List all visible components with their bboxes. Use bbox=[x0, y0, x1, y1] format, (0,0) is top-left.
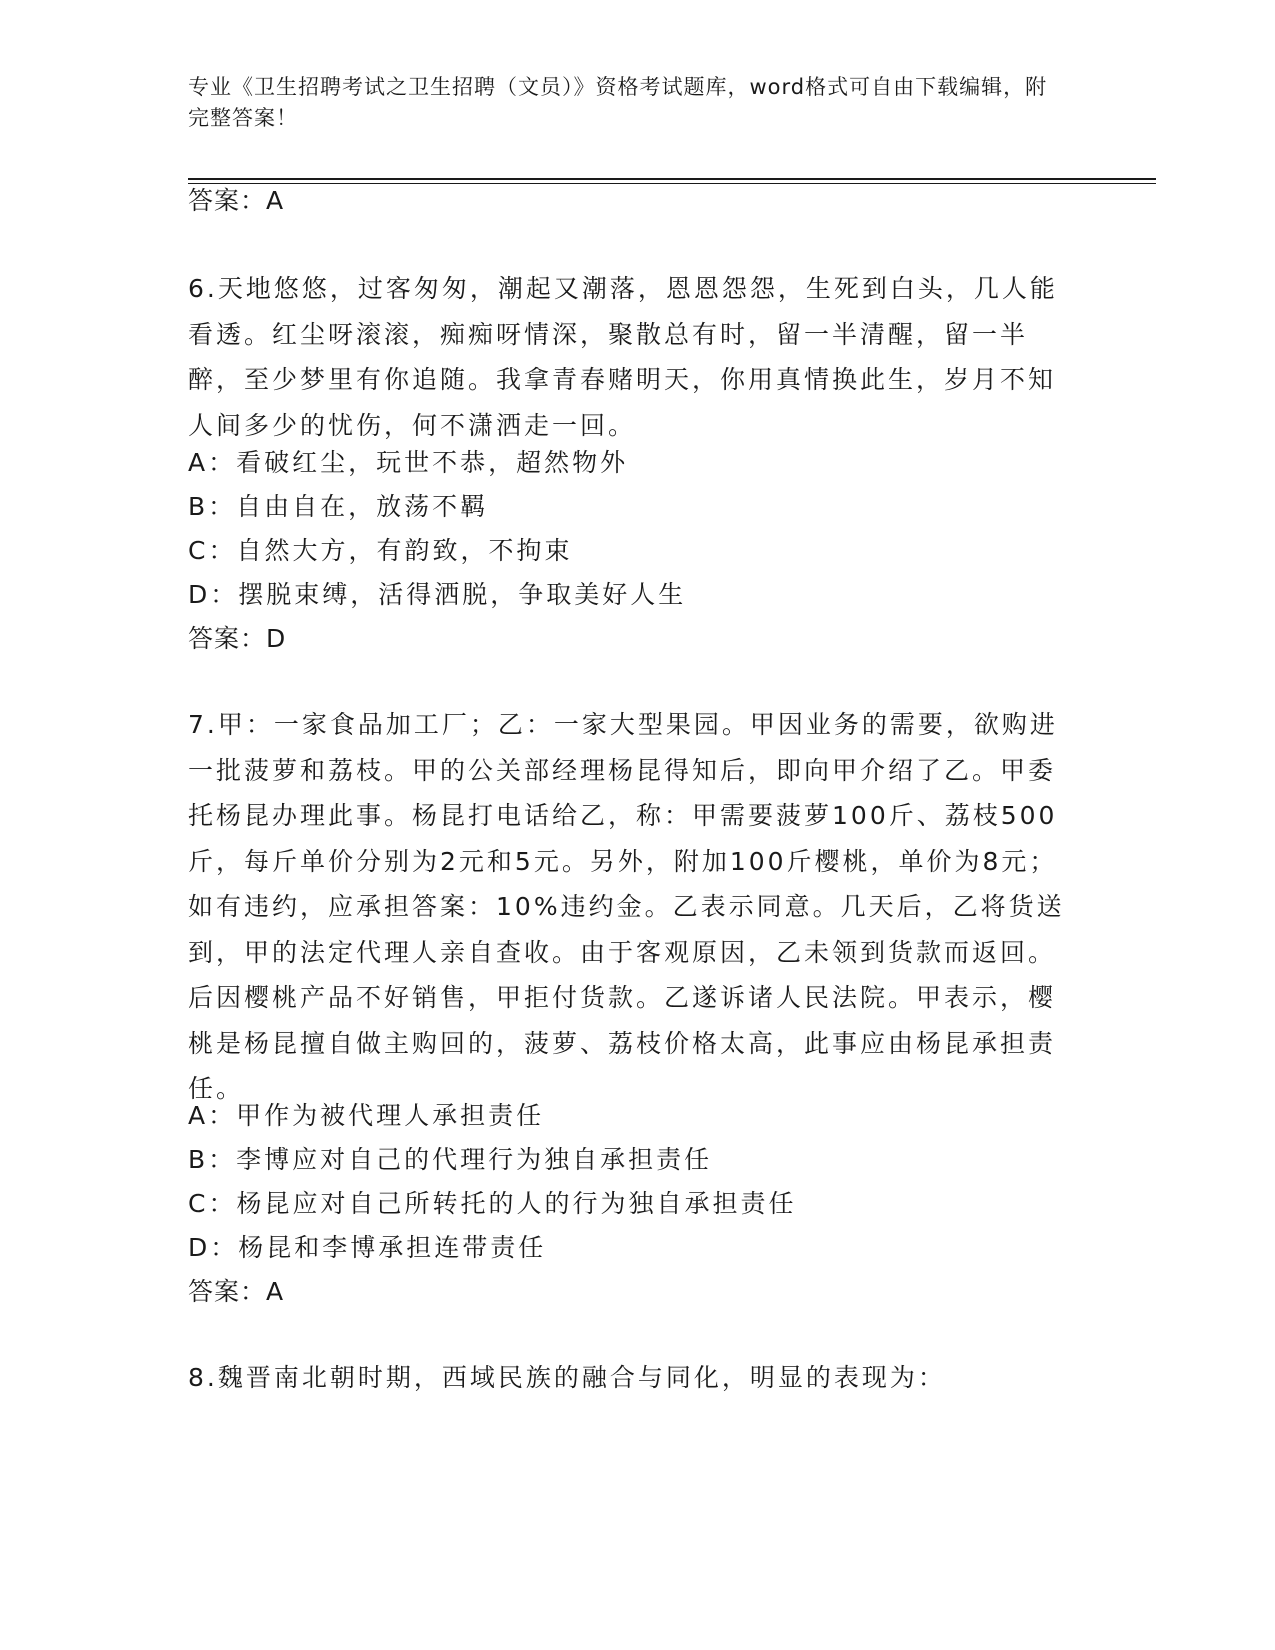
header-divider-thin bbox=[188, 183, 1156, 184]
header-divider-thick bbox=[188, 178, 1156, 180]
question-7-option-d: D：杨昆和李博承担连带责任 bbox=[188, 1233, 547, 1262]
question-7-text: 7.甲：一家食品加工厂；乙：一家大型果园。甲因业务的需要，欲购进一批菠萝和荔枝。甲的公关部经理杨昆得知后，即向甲介绍了乙。甲委托杨昆办理此事。杨昆打电话给乙，称：甲需要菠萝100斤、荔枝500斤，每斤单价分别为2元和5元。另外，附加100斤樱桃，单价为8元；如有违约，应承担答案：10%违约金。乙表示同意。几天后，乙将货送到，甲的法定代理人亲自查收。由于客观原因，乙未领到货款而返回。后因樱桃产品不好销售，甲拒付货款。乙遂诉诸人民法院。甲表示，樱桃是杨昆擅自做主购回的，菠萝、荔枝价格太高，此事应由杨昆承担责任。 bbox=[188, 710, 1065, 1103]
answer-line: 答案：A bbox=[188, 186, 285, 215]
question-8-text: 8.魏晋南北朝时期，西域民族的融合与同化，明显的表现为： bbox=[188, 1363, 946, 1392]
question-7-answer: 答案：A bbox=[188, 1277, 285, 1306]
question-7-option-b: B：李博应对自己的代理行为独自承担责任 bbox=[188, 1145, 713, 1174]
question-6-option-b: B：自由自在，放荡不羁 bbox=[188, 492, 489, 521]
question-6-text: 6.天地悠悠，过客匆匆，潮起又潮落，恩恩怨怨，生死到白头，几人能看透。红尘呀滚滚，痴痴呀情深，聚散总有时，留一半清醒，留一半醉，至少梦里有你追随。我拿青春赌明天，你用真情换此生，岁月不知人间多少的忧伤，何不潇洒走一回。 bbox=[188, 274, 1058, 440]
document-header: 专业《卫生招聘考试之卫生招聘（文员）》资格考试题库，word格式可自由下载编辑，附完整答案！ bbox=[188, 75, 1048, 130]
question-6-answer: 答案：D bbox=[188, 624, 287, 653]
question-7-option-a: A：甲作为被代理人承担责任 bbox=[188, 1101, 545, 1130]
question-6-option-d: D：摆脱束缚，活得洒脱，争取美好人生 bbox=[188, 580, 687, 609]
question-6-option-c: C：自然大方，有韵致，不拘束 bbox=[188, 536, 573, 565]
question-6-option-a: A：看破红尘，玩世不恭，超然物外 bbox=[188, 448, 629, 477]
question-7-option-c: C：杨昆应对自己所转托的人的行为独自承担责任 bbox=[188, 1189, 797, 1218]
